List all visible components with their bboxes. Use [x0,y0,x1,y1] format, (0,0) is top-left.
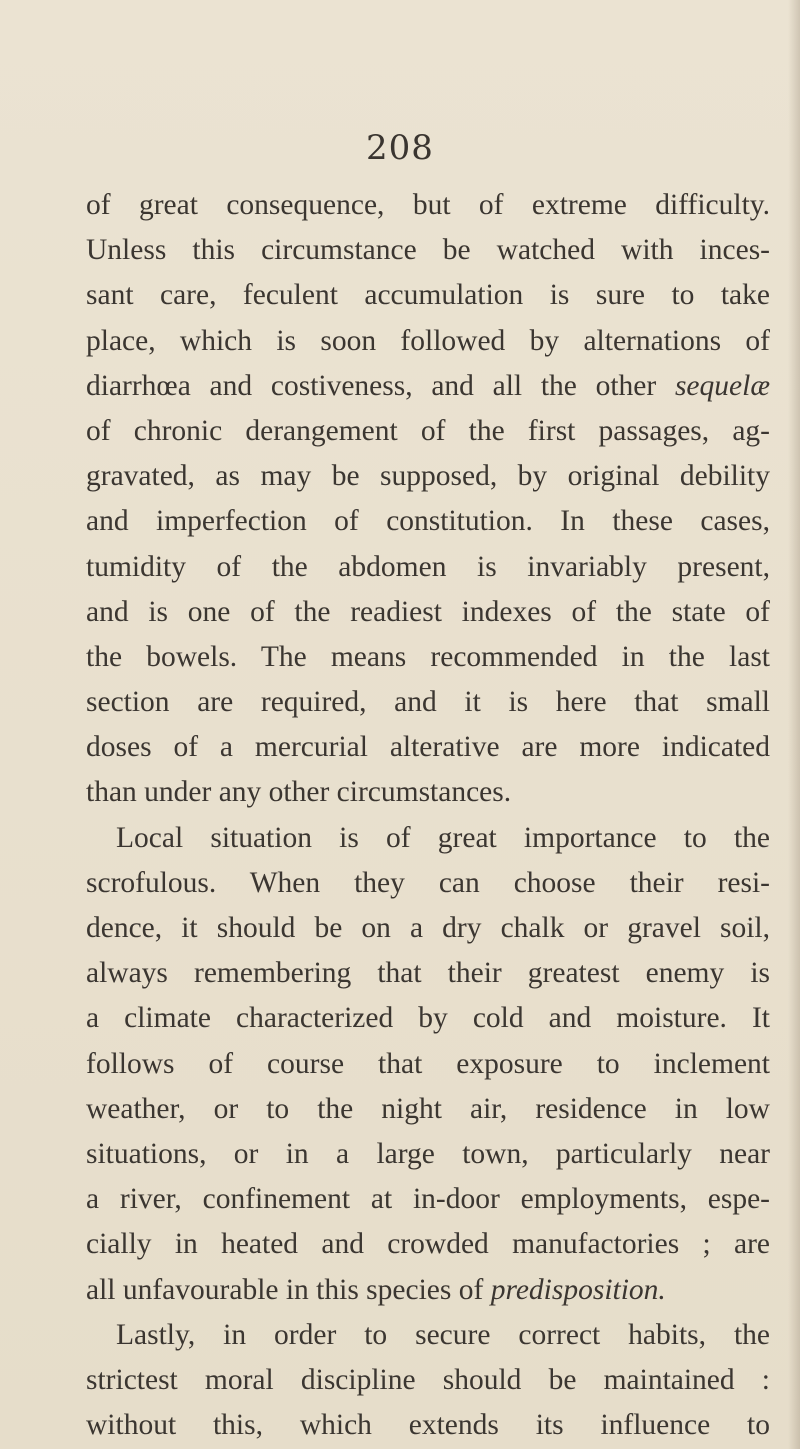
text-line: section are required, and it is here that small [86,686,770,719]
text-line: follows of course that exposure to inclement [86,1047,770,1080]
italic-term-sequelae: sequelæ [674,369,770,402]
text-line: situations, or in a large town, particularly near [86,1137,770,1170]
text-line: than under any other circumstances. [86,776,512,809]
text-line: Unless this circumstance be watched with inces- [86,234,770,267]
text-line: always remembering that their greatest enemy is [86,957,770,990]
text-line: place, which is soon followed by alternations of [86,324,770,357]
text-line: without this, which extends its influence to [86,1409,770,1442]
text-line: sant care, feculent accumulation is sure to take [86,279,770,312]
line-text: all unfavourable in this species of [86,1273,491,1306]
text-line: of chronic derangement of the first passages, ag- [86,414,770,447]
text-line: cially in heated and crowded manufactories ; are [86,1228,770,1261]
paragraph-start-line: Local situation is of great importance to the [116,821,770,854]
page-edge-shadow [788,0,800,1449]
page-number: 208 [366,128,434,168]
text-line: dence, it should be on a dry chalk or gravel soil, [86,912,770,944]
text-line: and is one of the readiest indexes of the state of [86,595,770,628]
text-line: the bowels. The means recommended in the last [86,640,770,673]
body-text [86,183,770,1448]
text-line [86,1268,770,1313]
text-line: scrofulous. When they can choose their resi- [86,866,770,899]
text-line: gravated, as may be supposed, by original debility [86,460,770,493]
line-text: diarrhœa and costiveness, and all the other [86,369,675,402]
text-line: tumidity of the abdomen is invariably present, [86,550,770,583]
text-line: of great consequence, but of extreme difficulty. [86,189,770,221]
paragraph-start-line: Lastly, in order to secure correct habits, the [116,1318,770,1351]
text-line: a river, confinement at in-door employments, espe- [86,1183,770,1216]
text-line: doses of a mercurial alterative are more indicated [86,731,770,764]
text-line [86,364,770,409]
text-line: and imperfection of constitution. In these cases, [86,505,770,538]
text-line: a climate characterized by cold and moisture. It [86,1002,770,1035]
italic-term-predisposition: predisposition. [490,1273,666,1306]
text-line: weather, or to the night air, residence in low [86,1092,770,1125]
text-line: strictest moral discipline should be maintained : [86,1363,770,1396]
